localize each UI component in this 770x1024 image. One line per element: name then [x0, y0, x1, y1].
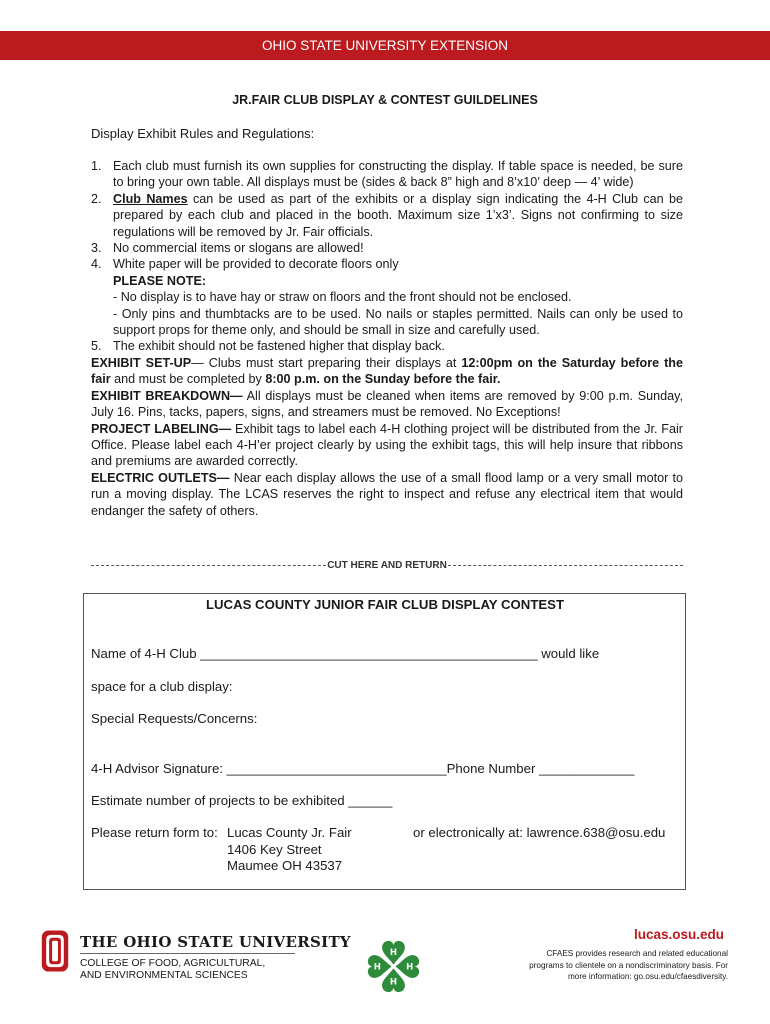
club-names-term: Club Names	[113, 191, 188, 206]
cut-dash-left	[91, 565, 326, 566]
svg-text:H: H	[389, 948, 398, 959]
svg-text:H: H	[373, 962, 381, 973]
footer-divider	[80, 953, 295, 954]
note-line: - No display is to have hay or straw on floors and the front should not be enclosed.	[113, 290, 572, 305]
extension-banner	[0, 31, 770, 60]
rule-item: 3. No commercial items or slogans are allowed!	[91, 241, 364, 256]
cut-line	[91, 560, 683, 571]
electronic-return-text: or electronically at: lawrence.638@osu.edu	[413, 825, 666, 840]
4h-clover-logo-icon	[365, 938, 422, 995]
advisor-signature-field[interactable]: 4-H Advisor Signature: ______________________________Phone Number _____________	[91, 761, 635, 776]
university-name: THE OHIO STATE UNIVERSITY	[80, 933, 351, 951]
breakdown-paragraph: EXHIBIT BREAKDOWN— All displays must be cleaned when items are removed by 9:00 p.m. Sunday, July 16. Pins, tacks, papers, signs, and streamers must be removed. No Exceptions!	[91, 388, 683, 420]
svg-text:H: H	[406, 962, 414, 973]
please-note-heading: PLEASE NOTE:	[113, 273, 207, 288]
rule-item: 2. Club Names can be used as part of the exhibits or a display sign indicating the 4-H Club can be prepared by each club and placed in the booth. Maximum size 1’x3’. Signs not confirming to size regulations will be removed by Jr. Fair officials.	[91, 191, 683, 239]
cfaes-statement: CFAES provides research and related educational programs to clientele on a nondiscriminatory basis. For more information: go.osu.edu/cfaesdiversity.	[529, 949, 728, 981]
labeling-paragraph: PROJECT LABELING— Exhibit tags to label each 4-H clothing project will be distributed from the Jr. Fair Office. Please label each 4-H’er project clearly by using the exhibit tags, this will help insure that ribbons and premiums are awarded correctly.	[91, 421, 683, 469]
return-label: Please return form to:	[91, 825, 218, 840]
rules-subtitle: Display Exhibit Rules and Regulations:	[91, 126, 315, 141]
note-line: - Only pins and thumbtacks are to be used. No nails or staples permitted. Nails can only be used to support props for theme only, and should be small in size and carefully used.	[113, 306, 683, 338]
rule-item: 5. The exhibit should not be fastened higher that display back.	[91, 339, 445, 354]
club-display-label: space for a club display:	[91, 679, 233, 694]
cut-label: CUT HERE AND RETURN	[327, 560, 447, 571]
club-name-field[interactable]: Name of 4-H Club ______________________________________________ would like	[91, 646, 600, 661]
return-address-line: Maumee OH 43537	[227, 858, 343, 873]
osu-block-o-logo-icon	[38, 929, 72, 973]
electric-paragraph: ELECTRIC OUTLETS— Near each display allows the use of a small flood lamp or a very small motor to run a moving display. The LCAS reserves the right to inspect and refuse any electrical item that would endanger the safety of others.	[91, 470, 683, 518]
rule-item: 4. White paper will be provided to decorate floors only	[91, 257, 399, 272]
contest-form-box	[83, 593, 686, 890]
special-requests-field[interactable]: Special Requests/Concerns:	[91, 711, 258, 726]
website-link[interactable]: lucas.osu.edu	[633, 927, 724, 942]
return-address-line: 1406 Key Street	[227, 842, 322, 857]
rule-item: 1. Each club must furnish its own supplies for constructing the display. If table space is needed, be sure to bring your own table. All displays must be (sides & back 8” high and 8’x10’ deep — 4’ wide)	[91, 159, 683, 190]
setup-paragraph: EXHIBIT SET-UP— Clubs must start preparing their displays at 12:00pm on the Saturday before the fair and must be completed by 8:00 p.m. on the Sunday before the fair.	[91, 355, 683, 387]
rules-section	[91, 158, 683, 519]
cut-dash-right	[448, 565, 683, 566]
page-title: JR.FAIR CLUB DISPLAY & CONTEST GUILDELINES	[232, 93, 538, 107]
project-estimate-field[interactable]: Estimate number of projects to be exhibited ______	[91, 793, 393, 808]
svg-text:H: H	[389, 977, 398, 988]
form-title: LUCAS COUNTY JUNIOR FAIR CLUB DISPLAY CONTEST	[205, 597, 565, 612]
college-name: COLLEGE OF FOOD, AGRICULTURAL, AND ENVIRONMENTAL SCIENCES	[80, 958, 266, 981]
banner-text: OHIO STATE UNIVERSITY EXTENSION	[261, 38, 509, 53]
return-address-line: Lucas County Jr. Fair	[227, 825, 352, 840]
